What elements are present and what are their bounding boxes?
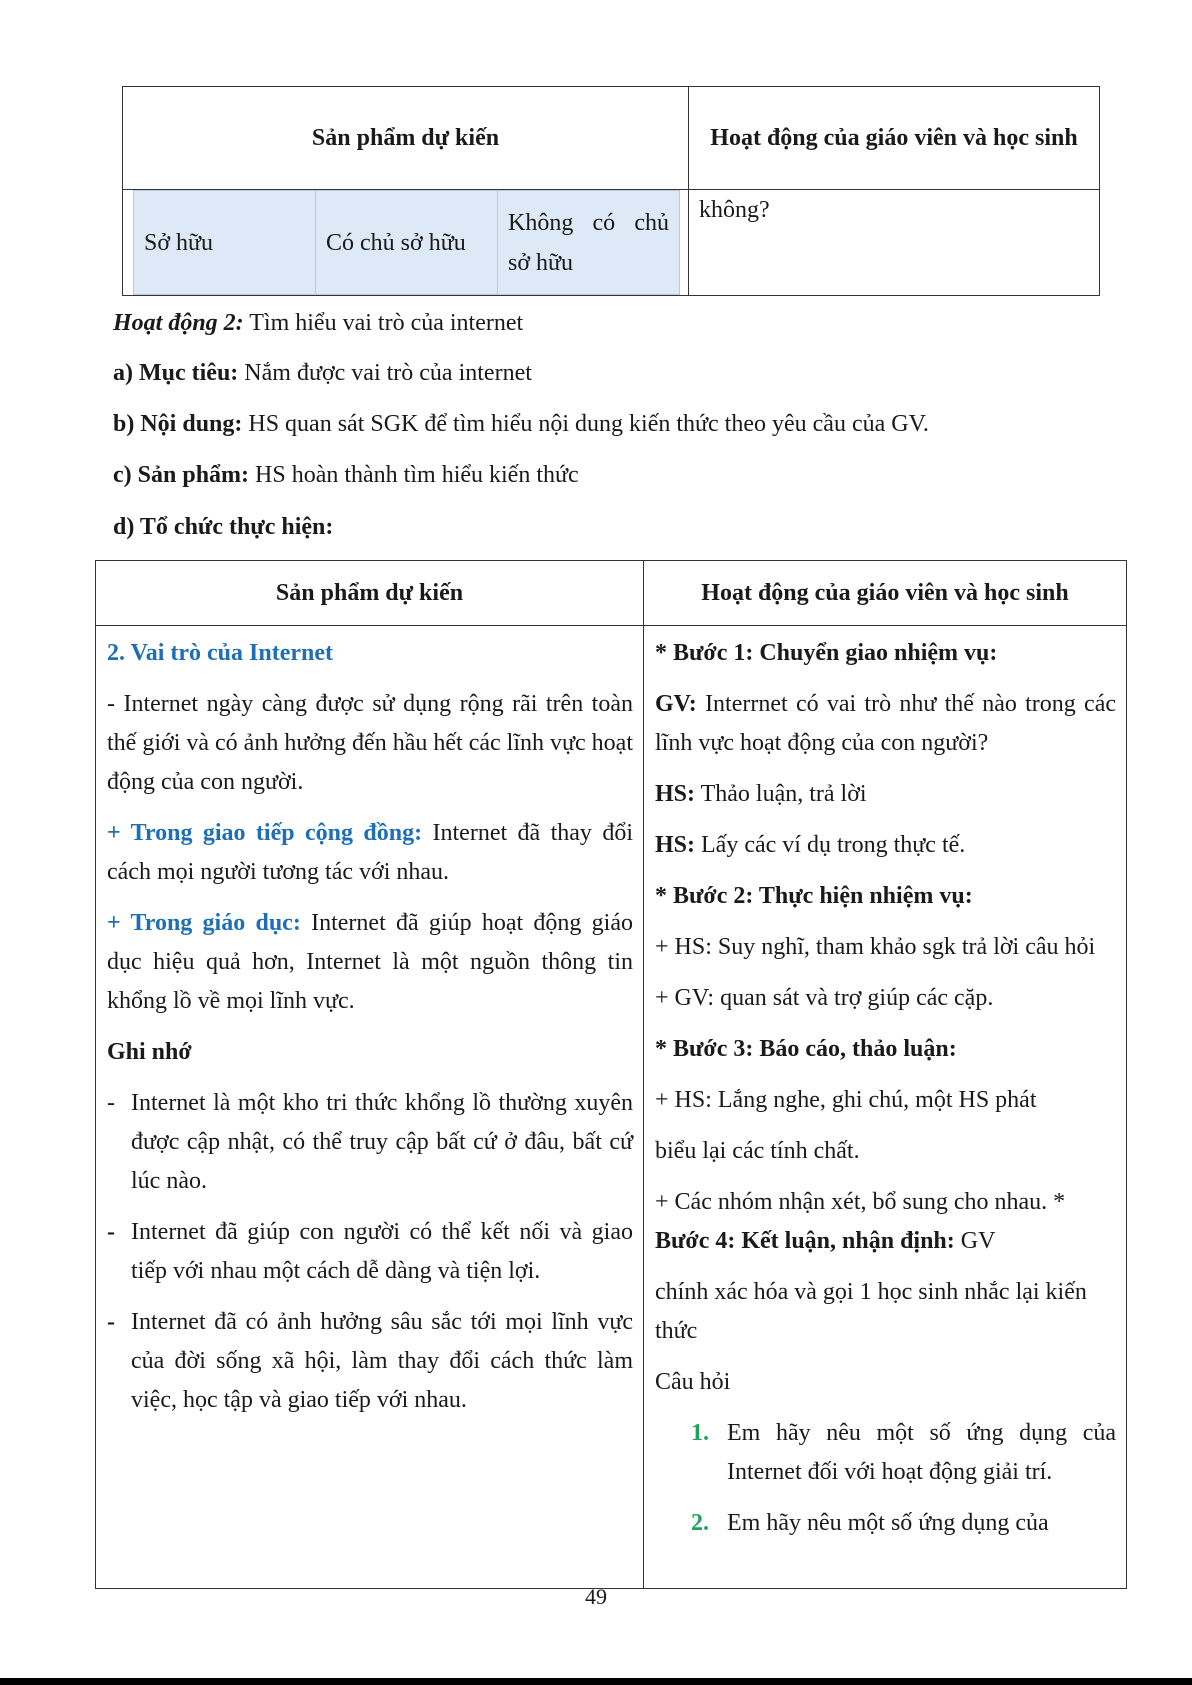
note-item: [107, 1213, 633, 1291]
hs-text: Lấy các ví dụ trong thực tế.: [701, 832, 966, 858]
page-number: 49: [585, 1584, 607, 1609]
objective-text: Nắm được vai trò của internet: [244, 360, 532, 386]
organization-line: [113, 510, 333, 544]
step3-heading: * Bước 3: Báo cáo, thảo luận:: [655, 1036, 957, 1062]
organization-label: d) Tổ chức thực hiện:: [113, 514, 334, 540]
note-title: Ghi nhớ: [107, 1039, 192, 1065]
step4-text: GV: [960, 1228, 996, 1254]
step3-item-groups: + Các nhóm nhận xét, bổ sung cho nhau. *: [655, 1189, 1066, 1215]
top-left-header: Sản phẩm dự kiến: [123, 87, 689, 190]
content-label: b) Nội dung:: [113, 411, 243, 437]
objective-line: [113, 356, 532, 390]
activity-title: Hoạt động 2:: [113, 310, 244, 336]
main-right-header: Hoạt động của giáo viên và học sinh: [644, 561, 1127, 626]
question-text: Em hãy nêu một số ứng dụng của Internet đối với hoạt động giải trí.: [727, 1420, 1116, 1485]
objective-label: a) Mục tiêu:: [113, 360, 239, 386]
question-text: Em hãy nêu một số ứng dụng của: [727, 1510, 1049, 1536]
education-label: + Trong giáo dục:: [107, 910, 301, 936]
community-text: Internet đã thay đổi cách mọi người tương tác với nhau.: [107, 820, 634, 885]
gv-text: Interrnet có vai trò như thế nào trong các lĩnh vực hoạt động của con người?: [655, 691, 1116, 756]
hs-line-2: [655, 826, 1116, 865]
step4-line: [655, 1222, 1116, 1261]
product-text: HS hoàn thành tìm hiểu kiến thức: [255, 462, 579, 488]
ownership-table: [133, 190, 680, 295]
education-text: Internet đã giúp hoạt động giáo dục hiệu quả hơn, Internet là một nguồn thông tin khổng lồ về mọi lĩnh vực.: [107, 910, 634, 1014]
question-item: [655, 1414, 1116, 1492]
main-right-cell: [644, 626, 1127, 1589]
main-table: [95, 560, 1127, 1589]
note-text: Internet là một kho tri thức khổng lồ thường xuyên được cập nhật, có thể truy cập bất cứ ở đâu, bất cứ lúc nào.: [131, 1090, 633, 1194]
bottom-edge-bar: [0, 1678, 1192, 1685]
top-right-text: không?: [689, 190, 1100, 296]
community-paragraph: [107, 814, 633, 892]
note-item: [107, 1303, 633, 1420]
dash-marker: -: [107, 1309, 115, 1335]
product-label: c) Sản phẩm:: [113, 462, 250, 488]
step3-item-hs-cont: biểu lại các tính chất.: [655, 1138, 860, 1164]
question-number: 1.: [691, 1420, 709, 1446]
activity-title-text: Tìm hiểu vai trò của internet: [249, 310, 524, 336]
gv-label: GV:: [655, 691, 697, 717]
content-line: [113, 407, 929, 441]
gv-question: [655, 685, 1116, 763]
section-title: 2. Vai trò của Internet: [107, 640, 333, 666]
hs-label: HS:: [655, 781, 696, 807]
hs-text: Thảo luận, trả lời: [700, 781, 867, 807]
dash-marker: -: [107, 1219, 115, 1245]
hs-line-1: [655, 775, 1116, 814]
ownership-has-owner: Có chủ sở hữu: [316, 191, 498, 295]
hs-label: HS:: [655, 832, 696, 858]
note-item: [107, 1084, 633, 1201]
dash-marker: -: [107, 1090, 115, 1116]
step4-detail: chính xác hóa và gọi 1 học sinh nhắc lại kiến thức: [655, 1279, 1087, 1344]
question-number: 2.: [691, 1510, 709, 1536]
community-label: + Trong giao tiếp cộng đồng:: [107, 820, 423, 846]
step2-heading: * Bước 2: Thực hiện nhiệm vụ:: [655, 883, 973, 909]
step4-label: Bước 4: Kết luận, nhận định:: [655, 1228, 955, 1254]
ownership-label: Sở hữu: [134, 191, 316, 295]
note-text: Internet đã giúp con người có thể kết nối và giao tiếp với nhau một cách dễ dàng và tiện lợi.: [131, 1219, 633, 1284]
step1-heading: * Bước 1: Chuyển giao nhiệm vụ:: [655, 640, 998, 666]
product-line: [113, 458, 579, 492]
top-table: [122, 86, 1100, 296]
intro-paragraph: - Internet ngày càng được sử dụng rộng rãi trên toàn thế giới và có ảnh hưởng đến hầu hết các lĩnh vực hoạt động của con người.: [107, 691, 633, 795]
education-paragraph: [107, 904, 633, 1021]
questions-title: Câu hỏi: [655, 1369, 731, 1395]
top-left-cell: [123, 190, 689, 296]
step2-item-gv: + GV: quan sát và trợ giúp các cặp.: [655, 985, 994, 1011]
content-text: HS quan sát SGK để tìm hiểu nội dung kiến thức theo yêu cầu của GV.: [248, 411, 929, 437]
main-left-cell: [96, 626, 644, 1589]
step2-item-hs: + HS: Suy nghĩ, tham khảo sgk trả lời câu hỏi: [655, 934, 1096, 960]
question-item: [655, 1504, 1116, 1543]
activity-title-line: [113, 306, 523, 340]
note-text: Internet đã có ảnh hưởng sâu sắc tới mọi lĩnh vực của đời sống xã hội, làm thay đổi cách thức làm việc, học tập và giao tiếp với nhau.: [131, 1309, 633, 1413]
ownership-no-owner: Không có chủ sở hữu: [498, 191, 680, 295]
main-left-header: Sản phẩm dự kiến: [96, 561, 644, 626]
top-right-header: Hoạt động của giáo viên và học sinh: [689, 87, 1100, 190]
step3-item-hs: + HS: Lắng nghe, ghi chú, một HS phát: [655, 1087, 1037, 1113]
